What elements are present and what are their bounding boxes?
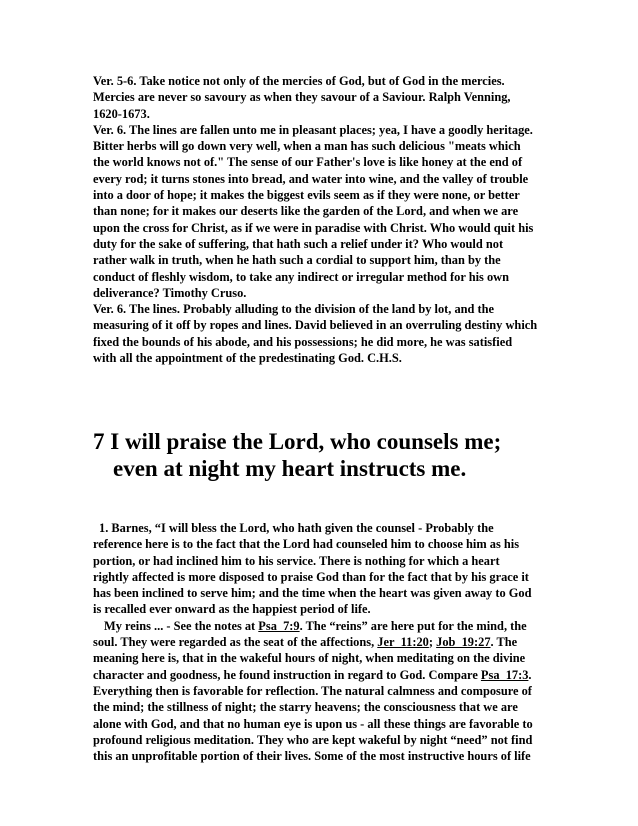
text-line: into a door of hope; it makes the biggest evils seem as if they were none, or better	[93, 188, 520, 203]
verse-heading	[93, 428, 593, 482]
text-line: alone with God, and that no human eye is upon us - all these things are favorable to	[93, 716, 533, 731]
text-line	[93, 618, 553, 634]
text-line: than none; for it makes our deserts like the garden of the Lord, and when we are	[93, 204, 519, 219]
text-line: Everything then is favorable for reflection. The natural calmness and composure of	[93, 683, 532, 698]
text-line: 1620-1673.	[93, 106, 150, 121]
text-line: Ver. 5-6. Take notice not only of the mercies of God, but of God in the mercies.	[93, 74, 505, 88]
text-line	[93, 634, 553, 650]
text-line: Ver. 6. The lines are fallen unto me in pleasant places; yea, I have a goodly heritage.	[93, 122, 533, 137]
text-line: deliverance? Timothy Cruso.	[93, 285, 247, 300]
text-line: rightly affected is more disposed to praise God than for the fact that by his grace it	[93, 569, 529, 584]
text-line: conduct of fleshly wisdom, to take any indirect or irregular method for his own	[93, 269, 510, 284]
text-line: portion, or had inclined him to his service. There is nothing for which a heart	[93, 553, 500, 568]
text-line: Bitter herbs will go down very well, when a man has such delicious "meats which	[93, 139, 521, 154]
text-span: . The	[490, 635, 518, 650]
text-line: the world knows not of." The sense of our Father's love is like honey at the end of	[93, 155, 523, 170]
text-line: 1. Barnes, “I will bless the Lord, who hath given the counsel - Probably the	[99, 521, 494, 535]
scripture-link-jer-11-20[interactable]: Jer_11:20	[377, 635, 429, 650]
text-line: rather walk in truth, when he hath such a cordial to support him, than by the	[93, 253, 501, 268]
text-line: every rod; it turns stones into bread, and water into wine, and the valley of trouble	[93, 171, 529, 186]
text-line: fixed the bounds of his abode, and his possessions; he did more, he was satisfied	[93, 334, 513, 349]
reins-rest	[93, 683, 553, 764]
text-line: with all the appointment of the predestinating God. C.H.S.	[93, 351, 402, 366]
text-span: .	[528, 667, 532, 682]
text-span: soul. They were regarded as the seat of the affections,	[93, 635, 378, 650]
text-line: duty for the sake of suffering, that hath such a relief under it? Who would not	[93, 236, 504, 251]
text-line: Ver. 6. The lines. Probably alluding to the division of the land by lot, and the	[93, 302, 495, 317]
text-line: is recalled ever onward as the happiest period of life.	[93, 602, 371, 617]
text-line: Mercies are never so savoury as when they savour of a Saviour. Ralph Venning,	[93, 90, 511, 105]
text-span: ;	[428, 635, 437, 650]
text-span: . The “reins” are here put for the mind, the	[299, 618, 527, 633]
text-span: character and goodness, he found instruction in regard to God. Compare	[93, 667, 481, 682]
verse-line-2: even at night my heart instructs me.	[113, 456, 467, 481]
barnes-paragraph	[93, 520, 553, 618]
text-line: reference here is to the fact that the Lord had counseled him to choose him as his	[93, 537, 520, 552]
scripture-link-psa-17-3[interactable]: Psa_17:3	[480, 667, 529, 682]
text-line: has been inclined to serve him; and the time when the heart was given away to God	[93, 586, 532, 601]
scripture-link-job-19-27[interactable]: Job_19:27	[436, 635, 491, 650]
text-line: this an unprofitable portion of their lives. Some of the most instructive hours of life	[93, 749, 531, 764]
text-span: My reins ... - See the notes at	[104, 618, 259, 633]
scripture-link-psa-7-9[interactable]: Psa_7:9	[258, 618, 300, 633]
commentary-block-top	[93, 73, 553, 366]
text-line: upon the cross for Christ, as if we were in paradise with Christ. Who would quit his	[93, 220, 534, 235]
text-line: the mind; the stillness of night; the starry heavens; the consciousness that we are	[93, 700, 518, 715]
reins-paragraph	[93, 618, 553, 765]
text-line: profound religious meditation. They who are kept wakeful by night “need” not find	[93, 732, 533, 747]
commentary-block-barnes	[93, 520, 553, 764]
text-line: measuring of it off by ropes and lines. David believed in an overruling destiny which	[93, 318, 538, 333]
text-line: meaning here is, that in the wakeful hours of night, when meditating on the divine	[93, 651, 526, 666]
text-line	[93, 667, 553, 683]
verse-line-1: 7 I will praise the Lord, who counsels me;	[93, 429, 502, 454]
